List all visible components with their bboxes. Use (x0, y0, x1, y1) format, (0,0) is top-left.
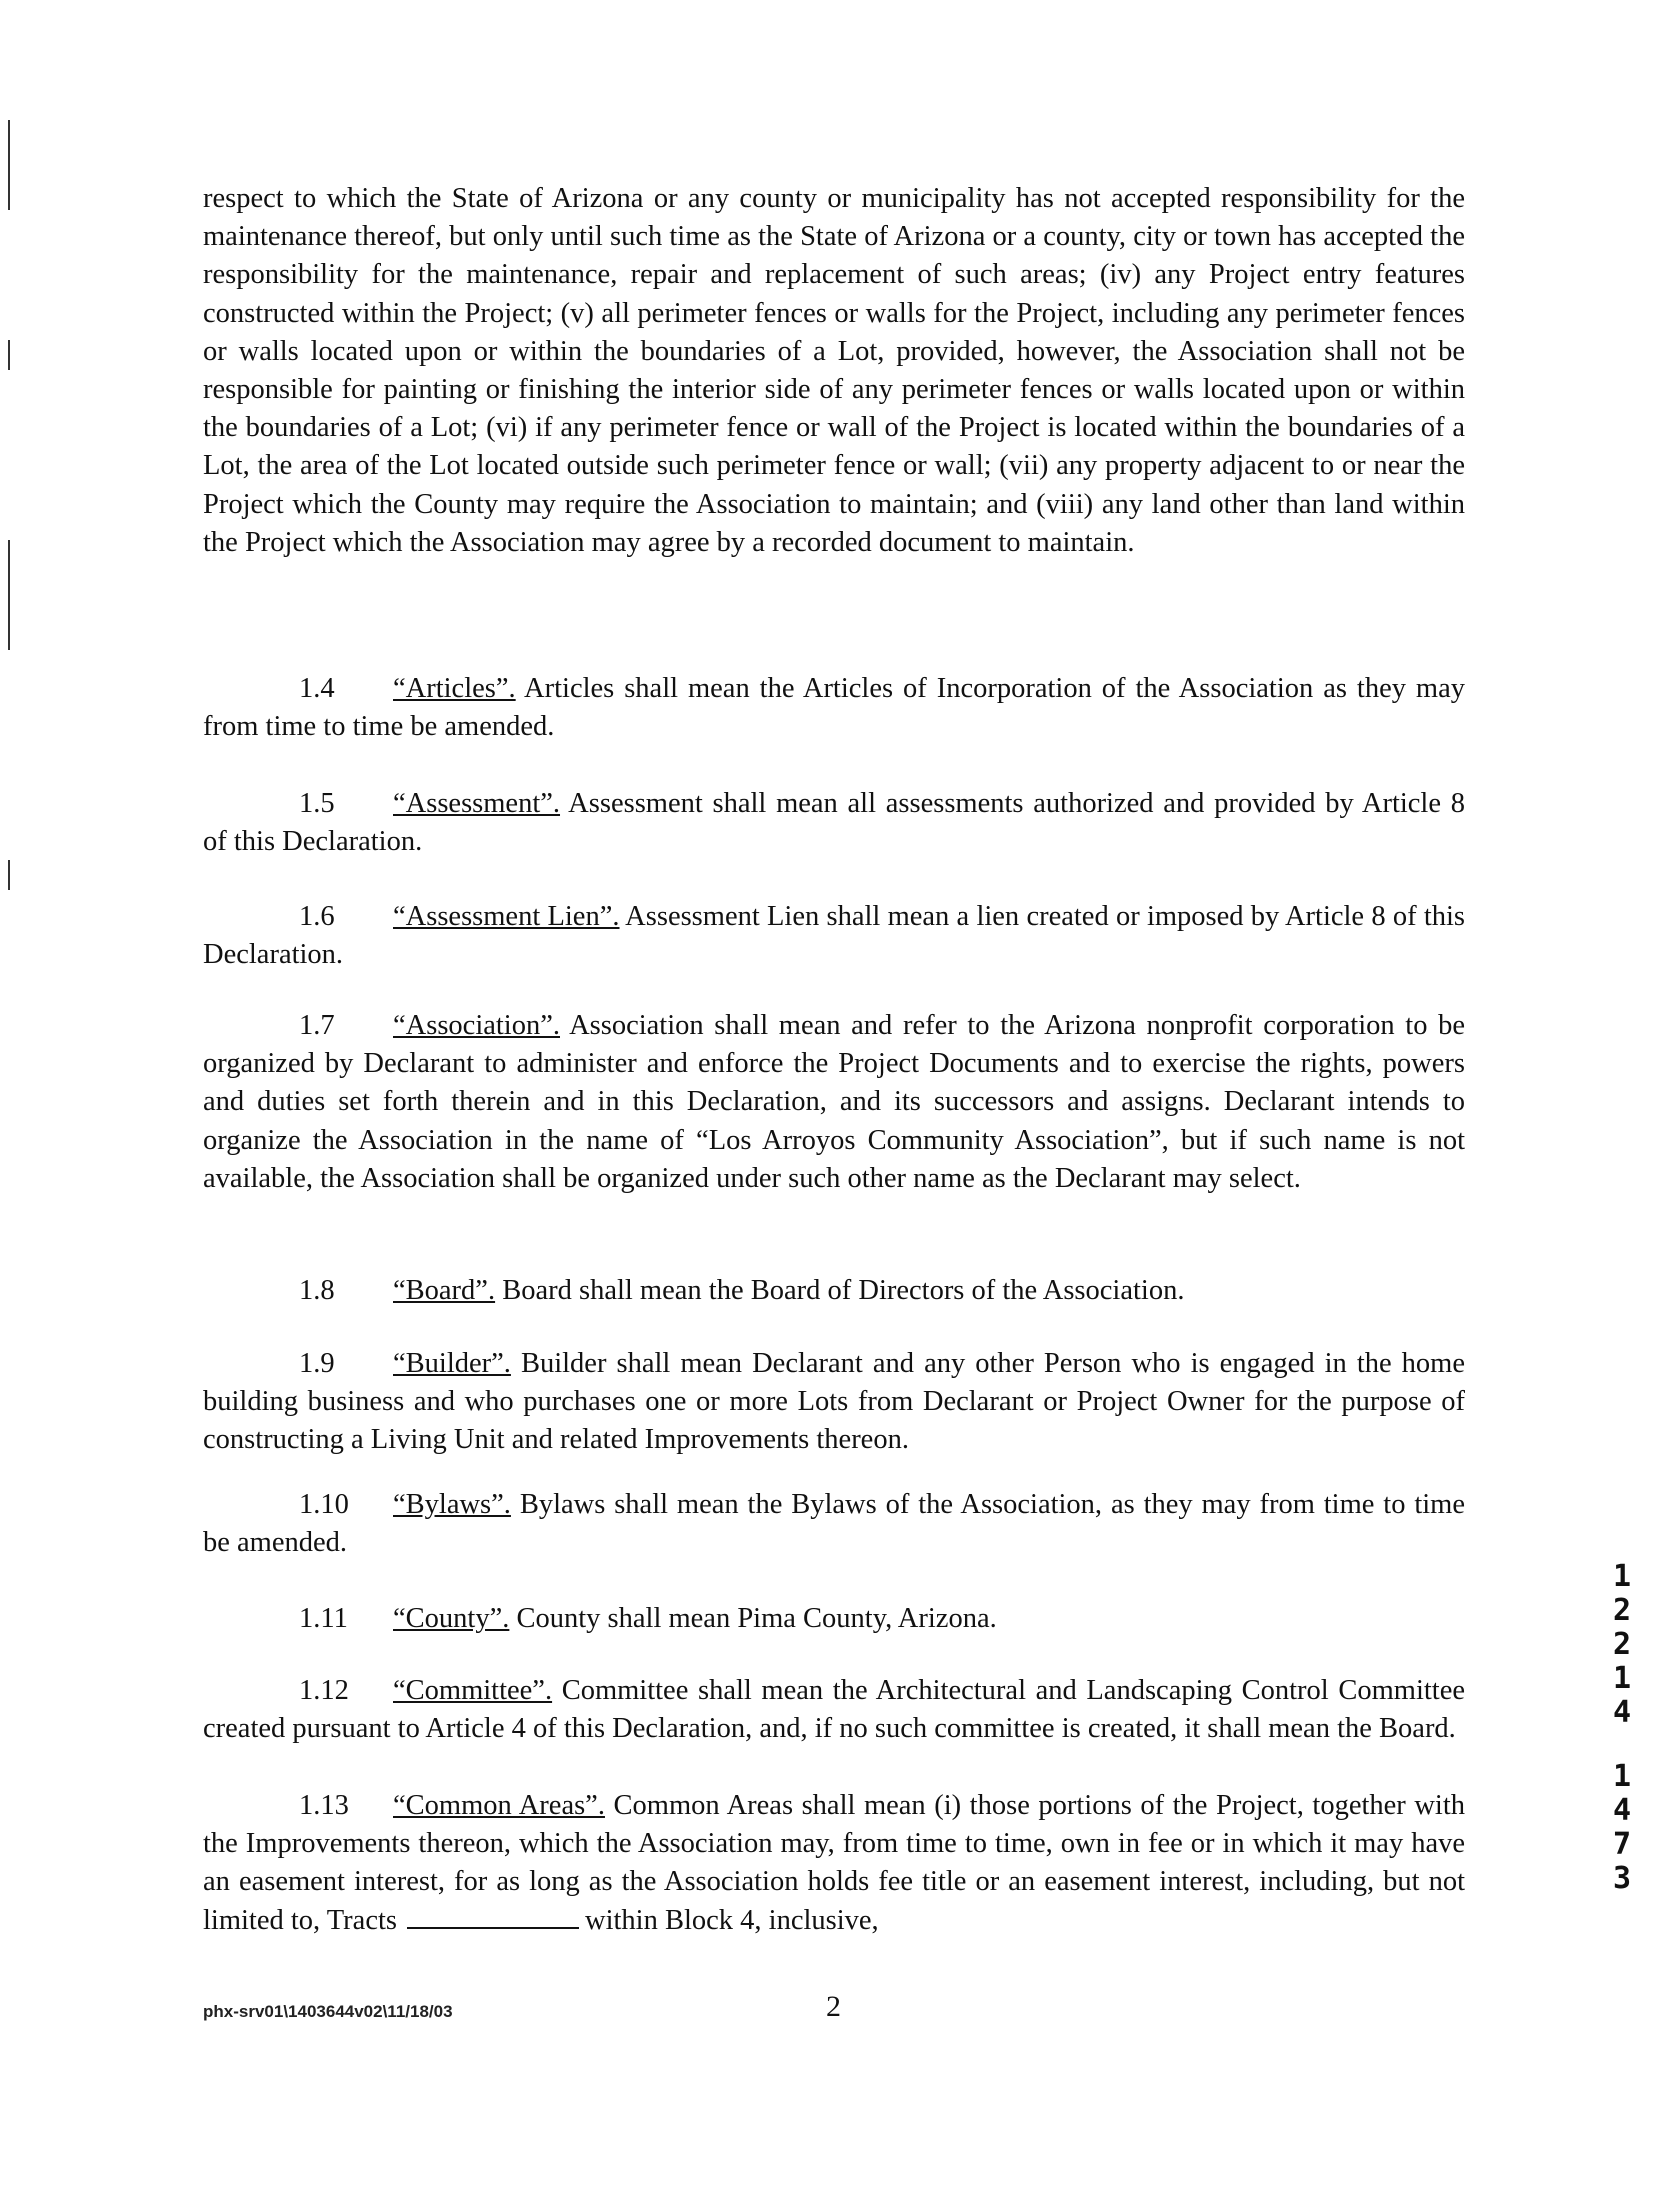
scan-edge-mark (8, 540, 10, 650)
definition-1-6 (203, 898, 1465, 974)
scan-edge-mark (8, 340, 10, 370)
definition-number: 1.5 (299, 788, 335, 819)
recording-stamp-bottom (1602, 1760, 1642, 1896)
definition-number: 1.12 (299, 1675, 349, 1706)
definition-number: 1.9 (299, 1348, 335, 1379)
definition-text: Association shall mean and refer to the Arizona nonprofit corporation to be organized by Declarant to administer and enforce the Project Documents and to exercise the rights, powers and duties set forth therein and in this Declaration, and its successors and assigns. Declarant intends to organize the Association in the name of “Los Arroyos Community Association”, but if such name is not available, the Association shall be organized under such other name as the Declarant may select. (203, 1010, 1465, 1194)
definition-term: “Association”. (393, 1010, 560, 1041)
definition-1-13 (203, 1787, 1465, 1940)
page-number: 2 (826, 1990, 841, 2023)
definition-number: 1.7 (299, 1010, 335, 1041)
definition-1-12 (203, 1672, 1465, 1748)
definition-number: 1.11 (299, 1603, 348, 1634)
definition-text: Board shall mean the Board of Directors of the Association. (495, 1275, 1185, 1306)
definition-number: 1.10 (299, 1489, 349, 1520)
definition-text: Builder shall mean Declarant and any other Person who is engaged in the home building business and who purchases one or more Lots from Declarant or Project Owner for the purpose of constructing a Living Unit and related Improvements thereon. (203, 1348, 1465, 1456)
definition-text: Articles shall mean the Articles of Incorporation of the Association as they may from time to time be amended. (203, 673, 1465, 743)
definition-term: “County”. (393, 1603, 510, 1634)
scan-edge-mark (8, 860, 10, 890)
scan-edge-mark (8, 120, 10, 210)
stamp-digit: 3 (1612, 1861, 1632, 1896)
recording-stamp-top (1602, 1560, 1642, 1730)
definition-term: “Assessment Lien”. (393, 901, 620, 932)
document-id-footer: phx-srv01\1403644v02\11/18/03 (203, 2002, 453, 2021)
definition-text: County shall mean Pima County, Arizona. (509, 1603, 997, 1634)
definition-term: “Common Areas”. (393, 1790, 605, 1821)
definition-number: 1.6 (299, 901, 335, 932)
definition-term: “Builder”. (393, 1348, 511, 1379)
definition-number: 1.4 (299, 673, 335, 704)
definition-term: “Board”. (393, 1275, 496, 1306)
definition-1-9 (203, 1345, 1465, 1460)
stamp-digit: 1 (1612, 1559, 1632, 1594)
stamp-digit: 4 (1612, 1793, 1632, 1828)
definition-1-8 (203, 1272, 1465, 1310)
definition-number: 1.13 (299, 1790, 349, 1821)
definition-term: “Committee”. (393, 1675, 553, 1706)
definition-text: Common Areas shall mean (i) those portions of the Project, together with the Improvements thereon, which the Association may, from time to time, own in fee or in which it may have an easement interest, for as long as the Association holds fee title or an easement interest, including, but not limited to, Tracts (203, 1790, 1465, 1936)
definition-term: “Articles”. (393, 673, 516, 704)
definition-1-5 (203, 785, 1465, 861)
tracts-blank-line (407, 1905, 579, 1929)
definition-number: 1.8 (299, 1275, 335, 1306)
stamp-digit: 7 (1612, 1827, 1632, 1862)
definition-term: “Bylaws”. (393, 1489, 511, 1520)
stamp-digit: 1 (1612, 1661, 1632, 1696)
definition-text: Assessment shall mean all assessments authorized and provided by Article 8 of this Declaration. (203, 788, 1465, 858)
definition-text: Assessment Lien shall mean a lien created or imposed by Article 8 of this Declaration. (203, 901, 1466, 971)
definition-text: Bylaws shall mean the Bylaws of the Association, as they may from time to time be amended. (203, 1489, 1465, 1559)
stamp-digit: 4 (1612, 1695, 1632, 1730)
intro-paragraph: respect to which the State of Arizona or any county or municipality has not accepted responsibility for the maintenance thereof, but only until such time as the State of Arizona or a county, city or town has accepted the responsibility for the maintenance, repair and replacement of such areas; (iv) any Project entry features constructed within the Project; (v) all perimeter fences or walls for the Project, including any perimeter fences or walls located upon or within the boundaries of a Lot, provided, however, the Association shall not be responsible for painting or finishing the interior side of any perimeter fences or walls located upon or within the boundaries of a Lot; (vi) if any perimeter fence or wall of the Project is located within the boundaries of a Lot, the area of the Lot located outside such perimeter fence or wall; (vii) any property adjacent to or near the Project which the County may require the Association to maintain; and (viii) any land other than land within the Project which the Association may agree by a recorded document to maintain. (203, 183, 1465, 558)
definition-1-10 (203, 1486, 1465, 1562)
definition-text-after: within Block 4, inclusive, (584, 1904, 879, 1936)
stamp-digit: 2 (1612, 1627, 1632, 1662)
definition-1-4 (203, 670, 1465, 746)
stamp-digit: 2 (1612, 1593, 1632, 1628)
stamp-digit: 1 (1612, 1759, 1632, 1794)
definition-1-7 (203, 1007, 1465, 1198)
definition-1-11 (203, 1600, 1465, 1638)
definition-text: Committee shall mean the Architectural and Landscaping Control Committee created pursuant to Article 4 of this Declaration, and, if no such committee is created, it shall mean the Board. (203, 1675, 1465, 1745)
definition-term: “Assessment”. (393, 788, 561, 819)
